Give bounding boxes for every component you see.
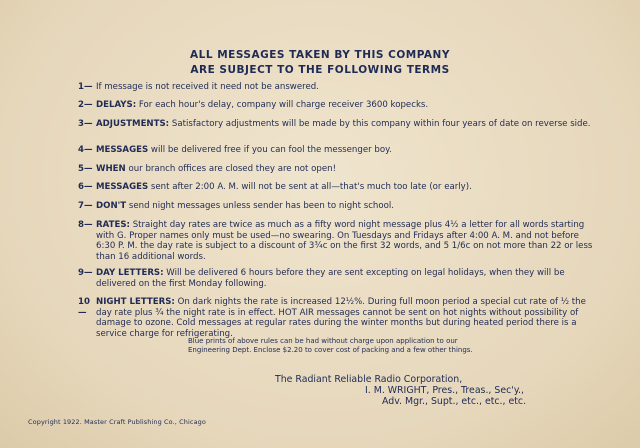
header-line-1: ALL MESSAGES TAKEN BY THIS COMPANY [190,49,450,61]
term-label: ADJUSTMENTS: [96,119,170,129]
term-text: On dark nights the rate is increased 12½%. During full moon period a special cut rate of ½ the day rate plus ¾ the night rate is in effect. HOT AIR messages cannot be sent on hot nights without possibility of damage to ozone. Cold messages at regular rates during the winter months but during heated period there is a service charge for refrigerating. [96,297,586,339]
corporation-officer: I. M. WRIGHT, Pres., Treas., Sec'y., [365,385,525,397]
corporation-signature [275,374,615,408]
term-label: NIGHT LETTERS: [96,297,175,307]
term-number: 10— [78,297,90,318]
term-number: 7— [78,201,93,211]
term-number: 8— [78,220,93,230]
term-text: will be delivered free if you can fool the messenger boy. [150,145,392,155]
term-number: 5— [78,164,93,174]
term-text: Straight day rates are twice as much as a fifty word night message plus 4½ a letter for all words starting with G. Proper names only must be used—no swearing. On Tuesdays and Fridays after 4:00 A. M. and not before 6:30 P. M. the day rate is subject to a discount of 3¾c on the first 32 words, and 5 1/6c on not more than 22 or less than 16 additional words. [96,220,593,262]
term-label: DON'T [96,201,127,211]
terms-header [0,48,640,78]
term-2 [78,100,598,111]
term-text: our branch offices are closed they are not open! [128,164,337,174]
corporation-titles: Adv. Mgr., Supt., etc., etc., etc. [382,396,527,408]
term-number: 6— [78,182,93,192]
term-label: WHEN [96,164,126,174]
copyright-notice: Copyright 1922. Master Craft Publishing Co., Chicago [28,418,206,426]
term-label: MESSAGES [96,182,149,192]
term-text: sent after 2:00 A. M. will not be sent at all—that's much too late (or early). [150,182,472,192]
term-9 [78,268,598,289]
term-4 [78,145,598,156]
term-number: 4— [78,145,93,155]
corporation-name: The Radiant Reliable Radio Corporation, [275,374,463,385]
term-8 [78,220,598,262]
term-label: DELAYS: [96,100,137,110]
term-text: For each hour's delay, company will charge receiver 3600 kopecks. [138,100,429,110]
term-5 [78,164,598,175]
term-text: If message is not received it need not be answered. [96,82,319,92]
term-text: Will be delivered 6 hours before they are sent excepting on legal holidays, when they will be delivered on the first Monday following. [96,268,565,289]
term-text: Satisfactory adjustments will be made by this company within four years of date on reverse side. [171,119,591,129]
term-number: 1— [78,82,93,92]
term-number: 3— [78,119,93,129]
term-label: RATES: [96,220,130,230]
term-number: 2— [78,100,93,110]
blueprint-note: Blue prints of above rules can be had without charge upon application to our Engineering Dept. Enclose $2.20 to cover cost of packing and a few other things. [188,337,473,354]
term-6 [78,182,598,193]
term-text: send night messages unless sender has been to night school. [128,201,395,211]
term-1 [78,82,598,93]
term-label: MESSAGES [96,145,149,155]
header-line-2: ARE SUBJECT TO THE FOLLOWING TERMS [190,64,450,76]
term-10 [78,297,598,339]
term-3 [78,119,598,130]
term-7 [78,201,598,212]
term-number: 9— [78,268,93,278]
term-label: DAY LETTERS: [96,268,164,278]
